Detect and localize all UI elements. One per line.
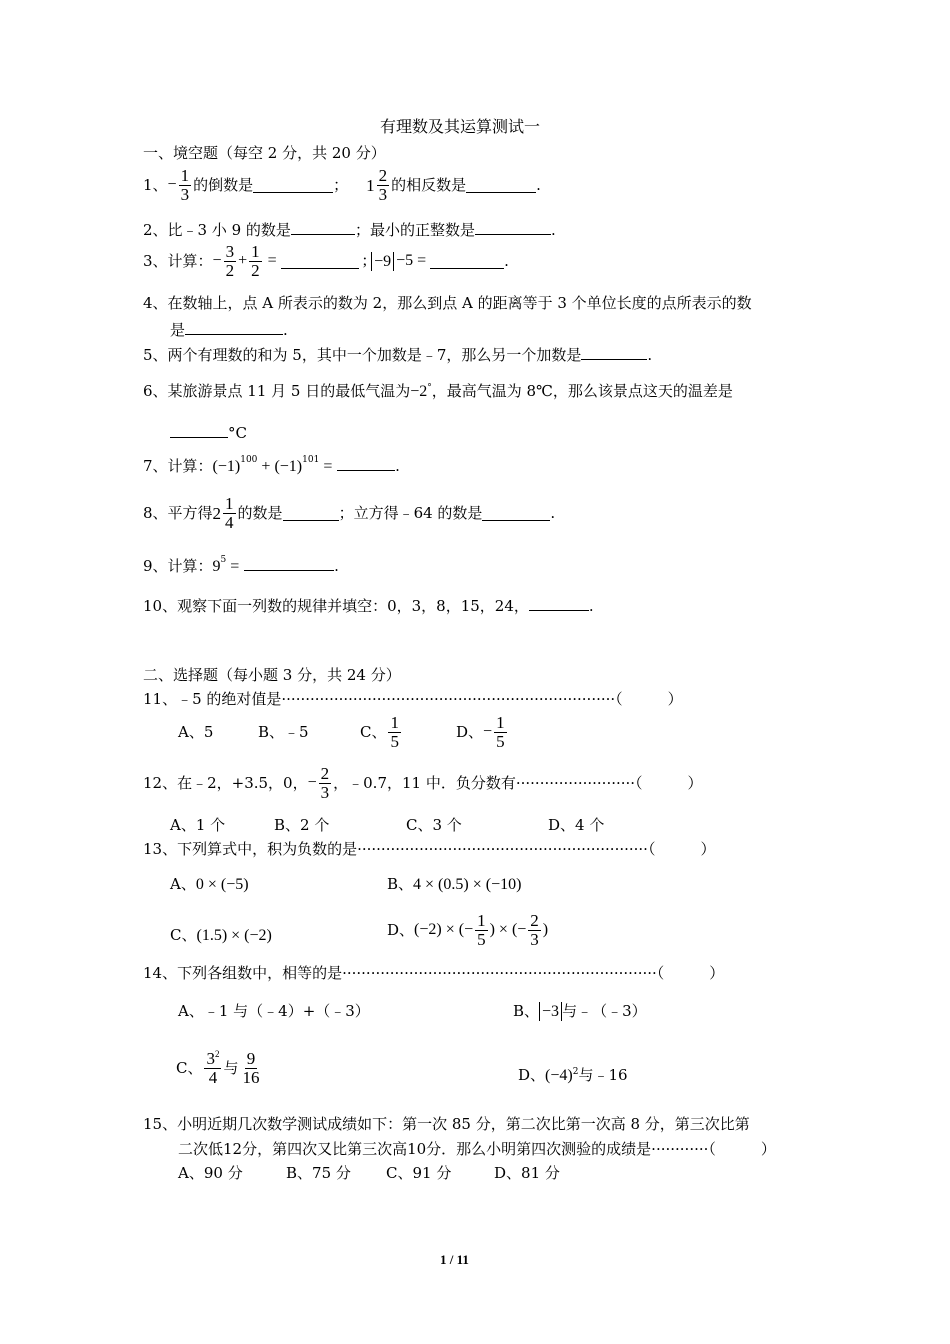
question-1: 1、 − $\frac{1}{3}$ 的倒数是 ； 1 $\frac{2}{3}$ 的相反数是 . xyxy=(143,166,541,204)
question-12-options xyxy=(170,818,604,833)
question-13: 13、下列算式中，积为负数的是·····························································（ ） xyxy=(143,840,716,858)
option-c[interactable]: C、3 个 xyxy=(406,816,462,834)
question-15-line2: 二次低12分，第四次又比第三次高10分．那么小明第四次测验的成绩是············（ ） xyxy=(178,1140,776,1158)
answer-blank[interactable] xyxy=(185,320,283,335)
option-d[interactable]: D、 (−2) × (− $\frac{1}{5}$ ) × (− $\frac{2}{3}$ ) xyxy=(387,911,549,949)
question-12: 12、在﹣2，+3.5，0， − $\frac{2}{3}$ ，﹣0.7，11 中．负分数有·························（ ） xyxy=(143,764,703,802)
question-4-line2: 是 . xyxy=(170,321,288,339)
option-d[interactable]: D、 − $\frac{1}{5}$ xyxy=(456,713,505,751)
section-choice-heading: 二、选择题（每小题 3 分，共 24 分） xyxy=(143,666,401,684)
option-b[interactable]: B、 −3 与﹣（﹣3） xyxy=(513,1002,647,1020)
option-b[interactable]: B、75 分 xyxy=(286,1164,351,1182)
option-b[interactable]: B、﹣5 xyxy=(258,722,309,741)
answer-blank[interactable] xyxy=(291,220,355,235)
answer-blank[interactable] xyxy=(253,178,333,193)
answer-blank[interactable] xyxy=(337,456,395,471)
question-9: 9、计算：$9^5$ = . xyxy=(143,555,339,575)
mixed-number: 1 $\frac{2}{3}$ xyxy=(366,166,388,204)
section-fill-heading: 一、境空题（每空 2 分，共 20 分） xyxy=(143,144,386,162)
question-7: 7、计算：$(-1)^{100} + (-1)^{101}$ = . xyxy=(143,455,400,475)
option-d[interactable]: D、81 分 xyxy=(494,1164,560,1182)
question-3: 3、计算： − $\frac{3}{2}$ + $\frac{1}{2}$ = ; −9 −5 = . xyxy=(143,242,509,280)
option-c[interactable]: C、91 分 xyxy=(386,1164,452,1182)
question-5: 5、两个有理数的和为 5，其中一个加数是﹣7，那么另一个加数是 . xyxy=(143,346,653,364)
question-15-line1: 15、小明近期几次数学测试成绩如下：第一次 85 分，第二次比第一次高 8 分，第三次比第 xyxy=(143,1115,750,1133)
question-11: 11、﹣5 的绝对值是······································································（ ） xyxy=(143,690,683,708)
question-6-line1: 6、某旅游景点 11 月 5 日的最低气温为−2°，最高气温为 8℃，那么该景点这天的温差是 xyxy=(143,382,733,400)
question-15-options xyxy=(178,1166,560,1181)
question-11-options xyxy=(178,714,509,751)
question-6-line2: °C xyxy=(170,423,247,441)
page-number: 1 / 11 xyxy=(440,1252,469,1267)
question-14: 14、下列各组数中，相等的是··································································（ ） xyxy=(143,964,725,982)
answer-blank[interactable] xyxy=(430,254,504,269)
question-4-line1: 4、在数轴上，点 A 所表示的数为 2，那么到点 A 的距离等于 3 个单位长度的点所表示的数 xyxy=(143,294,752,312)
option-d[interactable]: D、$(-4)^2$与﹣16 xyxy=(518,1066,628,1084)
option-a[interactable]: A、90 分 xyxy=(178,1164,243,1182)
question-2: 2、比﹣3 小 9 的数是 ；最小的正整数是 . xyxy=(143,221,556,239)
option-a[interactable]: A、0 × (−5) xyxy=(170,875,249,893)
answer-blank[interactable] xyxy=(281,254,359,269)
answer-blank[interactable] xyxy=(581,345,647,360)
option-d[interactable]: D、4 个 xyxy=(548,816,605,834)
option-a[interactable]: A、1 个 xyxy=(170,816,226,834)
answer-blank[interactable] xyxy=(244,556,334,571)
fraction: $\frac{1}{3}$ xyxy=(180,166,190,204)
option-b[interactable]: B、4 × (0.5) × (−10) xyxy=(387,875,522,893)
answer-blank[interactable] xyxy=(466,178,536,193)
question-8: 8、平方得 2 $\frac{1}{4}$ 的数是 ；立方得﹣64 的数是 . xyxy=(143,494,556,532)
answer-blank[interactable] xyxy=(482,506,550,521)
answer-blank[interactable] xyxy=(283,506,339,521)
question-10: 10、观察下面一列数的规律并填空：0，3，8，15，24， . xyxy=(143,597,594,615)
absolute-value: −9 xyxy=(371,252,394,271)
option-c[interactable]: C、 $\frac{1}{5}$ xyxy=(360,713,399,751)
option-c[interactable]: C、(1.5) × (−2) xyxy=(170,926,272,944)
page-title: 有理数及其运算测试一 xyxy=(380,117,541,136)
answer-blank[interactable] xyxy=(529,596,589,611)
option-b[interactable]: B、2 个 xyxy=(274,816,330,834)
option-a[interactable]: A、5 xyxy=(178,722,214,741)
answer-blank[interactable] xyxy=(475,220,551,235)
option-c[interactable]: C、 $\frac{3^2}{4}$ 与 $\frac{9}{16}$ xyxy=(176,1049,260,1087)
option-a[interactable]: A、﹣1 与（﹣4）+（﹣3） xyxy=(178,1002,370,1020)
answer-blank[interactable] xyxy=(170,423,228,438)
